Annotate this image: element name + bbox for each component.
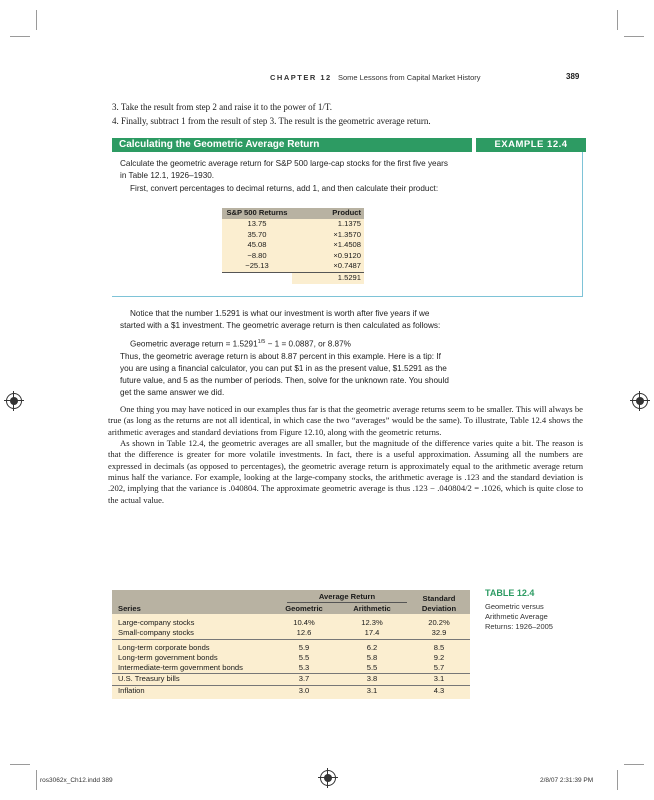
table-row (112, 628, 470, 639)
paragraph-1: One thing you may have noticed in our examples thus far is that the geometric average returns seem to be smaller. This will always be true (as long as the returns are not all identical, in which case the two “averages” would be the same). To illustrate, Table 12.4 shows the arithmetic averages and standard deviations from Figure 12.10, along with the geometric returns. (108, 404, 583, 437)
example-title: Calculating the Geometric Average Return (112, 138, 472, 152)
arithmetic-cell: 12.3% (361, 618, 383, 627)
stddev-cell: 4.3 (433, 685, 445, 695)
crop-mark (10, 764, 30, 765)
arithmetic-cell: 5.5 (366, 663, 378, 673)
thus-line-1: Thus, the geometric average return is about 8.87 percent in this example. Here is a tip: If (120, 352, 441, 361)
return-cell: −25.13 (245, 261, 269, 270)
product-cell: 1.1375 (337, 219, 361, 228)
group-header-average-return: Average Return (287, 592, 407, 603)
table-12-4-caption (485, 602, 585, 632)
table-row (112, 674, 470, 685)
arithmetic-cell: 5.8 (366, 652, 378, 662)
col-std-header-1: Standard (422, 594, 456, 603)
footer-timestamp: 2/8/07 2:31:39 PM (540, 777, 594, 784)
example-intro-line-1: Calculate the geometric average return for S&P 500 large-cap stocks for the first five years (120, 159, 448, 168)
paragraph-2: As shown in Table 12.4, the geometric averages are all smaller, but the magnitude of the difference varies quite a bit. The reason is that the difference is greater for more volatile investments. In fact, there is a useful approximation. Assuming all the numbers are expressed in decimals (as opposed to percentages), the geometric average return is approximately equal to the arithmetic average return minus half the variance. For example, looking at the large-company stocks, the arithmetic average is .123 and the standard deviation is .202, implying that the variance is .040804. The approximate geometric average is thus .123 − .040804/2 = .1026, which is quite close to the actual value. (108, 438, 583, 505)
registration-mark-right (632, 393, 648, 409)
stddev-cell: 8.5 (433, 642, 445, 652)
chapter-title: Some Lessons from Capital Market History (337, 73, 481, 82)
geometric-cell: 12.6 (296, 628, 312, 638)
table-header (112, 590, 470, 614)
col-product-header: Product (332, 208, 361, 217)
product-cell: ×0.7487 (333, 261, 361, 270)
crop-mark (36, 10, 37, 30)
caption-line-1: Geometric versus (485, 602, 544, 611)
thus-line-2: you are using a financial calculator, you can put $1 in as the present value, $1.5291 as the (120, 364, 447, 373)
table-row (222, 261, 364, 273)
stddev-cell: 9.2 (433, 652, 445, 662)
example-box-bottom-rule (112, 296, 582, 297)
example-intro-line-2: in Table 12.1, 1926–1930. (120, 171, 215, 180)
geometric-cell: 10.4% (293, 618, 315, 627)
table-row (222, 230, 364, 241)
running-header (270, 73, 481, 82)
table-row (112, 663, 470, 674)
arithmetic-cell: 6.2 (366, 642, 378, 652)
table-row (222, 240, 364, 251)
thus-line-3: future value, and 5 as the number of periods. Then, solve for the unknown rate. You should (120, 376, 449, 385)
table-row (222, 219, 364, 230)
col-std-header-2: Deviation (421, 604, 457, 613)
table-row (222, 251, 364, 262)
table-12-4-label: TABLE 12.4 (485, 588, 535, 598)
crop-mark (617, 770, 618, 790)
crop-mark (617, 10, 618, 30)
crop-mark (10, 36, 30, 37)
stddev-cell: 3.1 (433, 674, 445, 684)
crop-mark (624, 764, 644, 765)
return-cell: −8.80 (247, 250, 267, 260)
crop-mark (36, 770, 37, 790)
registration-mark-bottom (320, 770, 336, 786)
crop-mark (624, 36, 644, 37)
table-row (112, 686, 470, 696)
notice-line-1: Notice that the number 1.5291 is what our investment is worth after five years if we (130, 309, 430, 318)
product-cell: ×0.9120 (333, 250, 361, 260)
geometric-cell: 5.3 (298, 663, 310, 673)
geometric-cell: 3.7 (298, 674, 310, 684)
caption-line-2: Arithmetic Average (485, 612, 548, 621)
return-cell: 45.08 (247, 240, 267, 249)
geometric-formula (130, 336, 485, 351)
col-returns-header: S&P 500 Returns (226, 208, 288, 217)
example-box-border (472, 138, 583, 297)
table-12-4 (112, 590, 470, 699)
return-cell: 13.75 (247, 219, 267, 228)
example-tag: EXAMPLE 12.4 (476, 138, 586, 152)
chapter-label: CHAPTER 12 (270, 73, 332, 82)
table-header (222, 208, 364, 219)
geometric-cell: 3.0 (298, 685, 310, 695)
series-cell: Inflation (118, 685, 145, 695)
total-spacer (222, 273, 292, 284)
table-row (112, 653, 470, 663)
product-cell: ×1.4508 (333, 240, 361, 249)
caption-line-3: Returns: 1926–2005 (485, 622, 553, 631)
table-total-row (222, 273, 364, 284)
series-cell: Small-company stocks (118, 628, 194, 638)
table-row (112, 643, 470, 653)
example-intro-line-3: First, convert percentages to decimal returns, add 1, and then calculate their product: (130, 184, 439, 193)
series-cell: U.S. Treasury bills (118, 674, 180, 684)
registration-mark-left (6, 393, 22, 409)
step-4: 4. Finally, subtract 1 from the result of step 3. The result is the geometric average return. (112, 116, 431, 126)
series-cell: Intermediate-term government bonds (118, 663, 243, 673)
arithmetic-cell: 3.8 (366, 674, 378, 684)
col-arithmetic-header: Arithmetic (353, 604, 391, 613)
stddev-cell: 5.7 (433, 663, 445, 673)
table-row (112, 618, 470, 628)
geometric-cell: 5.5 (298, 652, 310, 662)
formula-part-b: − 1 = 0.0887, or 8.87% (265, 339, 351, 349)
step-3: 3. Take the result from step 2 and raise it to the power of 1/T. (112, 102, 332, 112)
page-number: 389 (566, 72, 580, 81)
steps-list (112, 100, 582, 128)
series-cell: Large-company stocks (118, 618, 195, 627)
product-cell: ×1.3570 (333, 229, 361, 239)
total-product-cell: 1.5291 (292, 273, 364, 284)
stddev-cell: 20.2% (428, 618, 450, 627)
col-series-header: Series (118, 604, 141, 613)
body-text (108, 404, 583, 506)
footer-file: ros3062x_Ch12.indd 389 (40, 777, 113, 784)
notice-line-2: started with a $1 investment. The geometric average return is then calculated as follows: (120, 321, 441, 330)
arithmetic-cell: 3.1 (366, 685, 378, 695)
col-geometric-header: Geometric (285, 604, 323, 613)
return-cell: 35.70 (247, 229, 267, 239)
formula-part-a: Geometric average return = 1.5291 (130, 339, 258, 349)
thus-line-4: get the same answer we did. (120, 388, 225, 397)
series-cell: Long-term corporate bonds (118, 642, 210, 652)
formula-exponent: 1/5 (257, 339, 266, 345)
arithmetic-cell: 17.4 (364, 628, 380, 638)
series-cell: Long-term government bonds (118, 652, 218, 662)
geometric-cell: 5.9 (298, 642, 310, 652)
stddev-cell: 32.9 (431, 628, 447, 638)
sp500-product-table (222, 208, 364, 284)
